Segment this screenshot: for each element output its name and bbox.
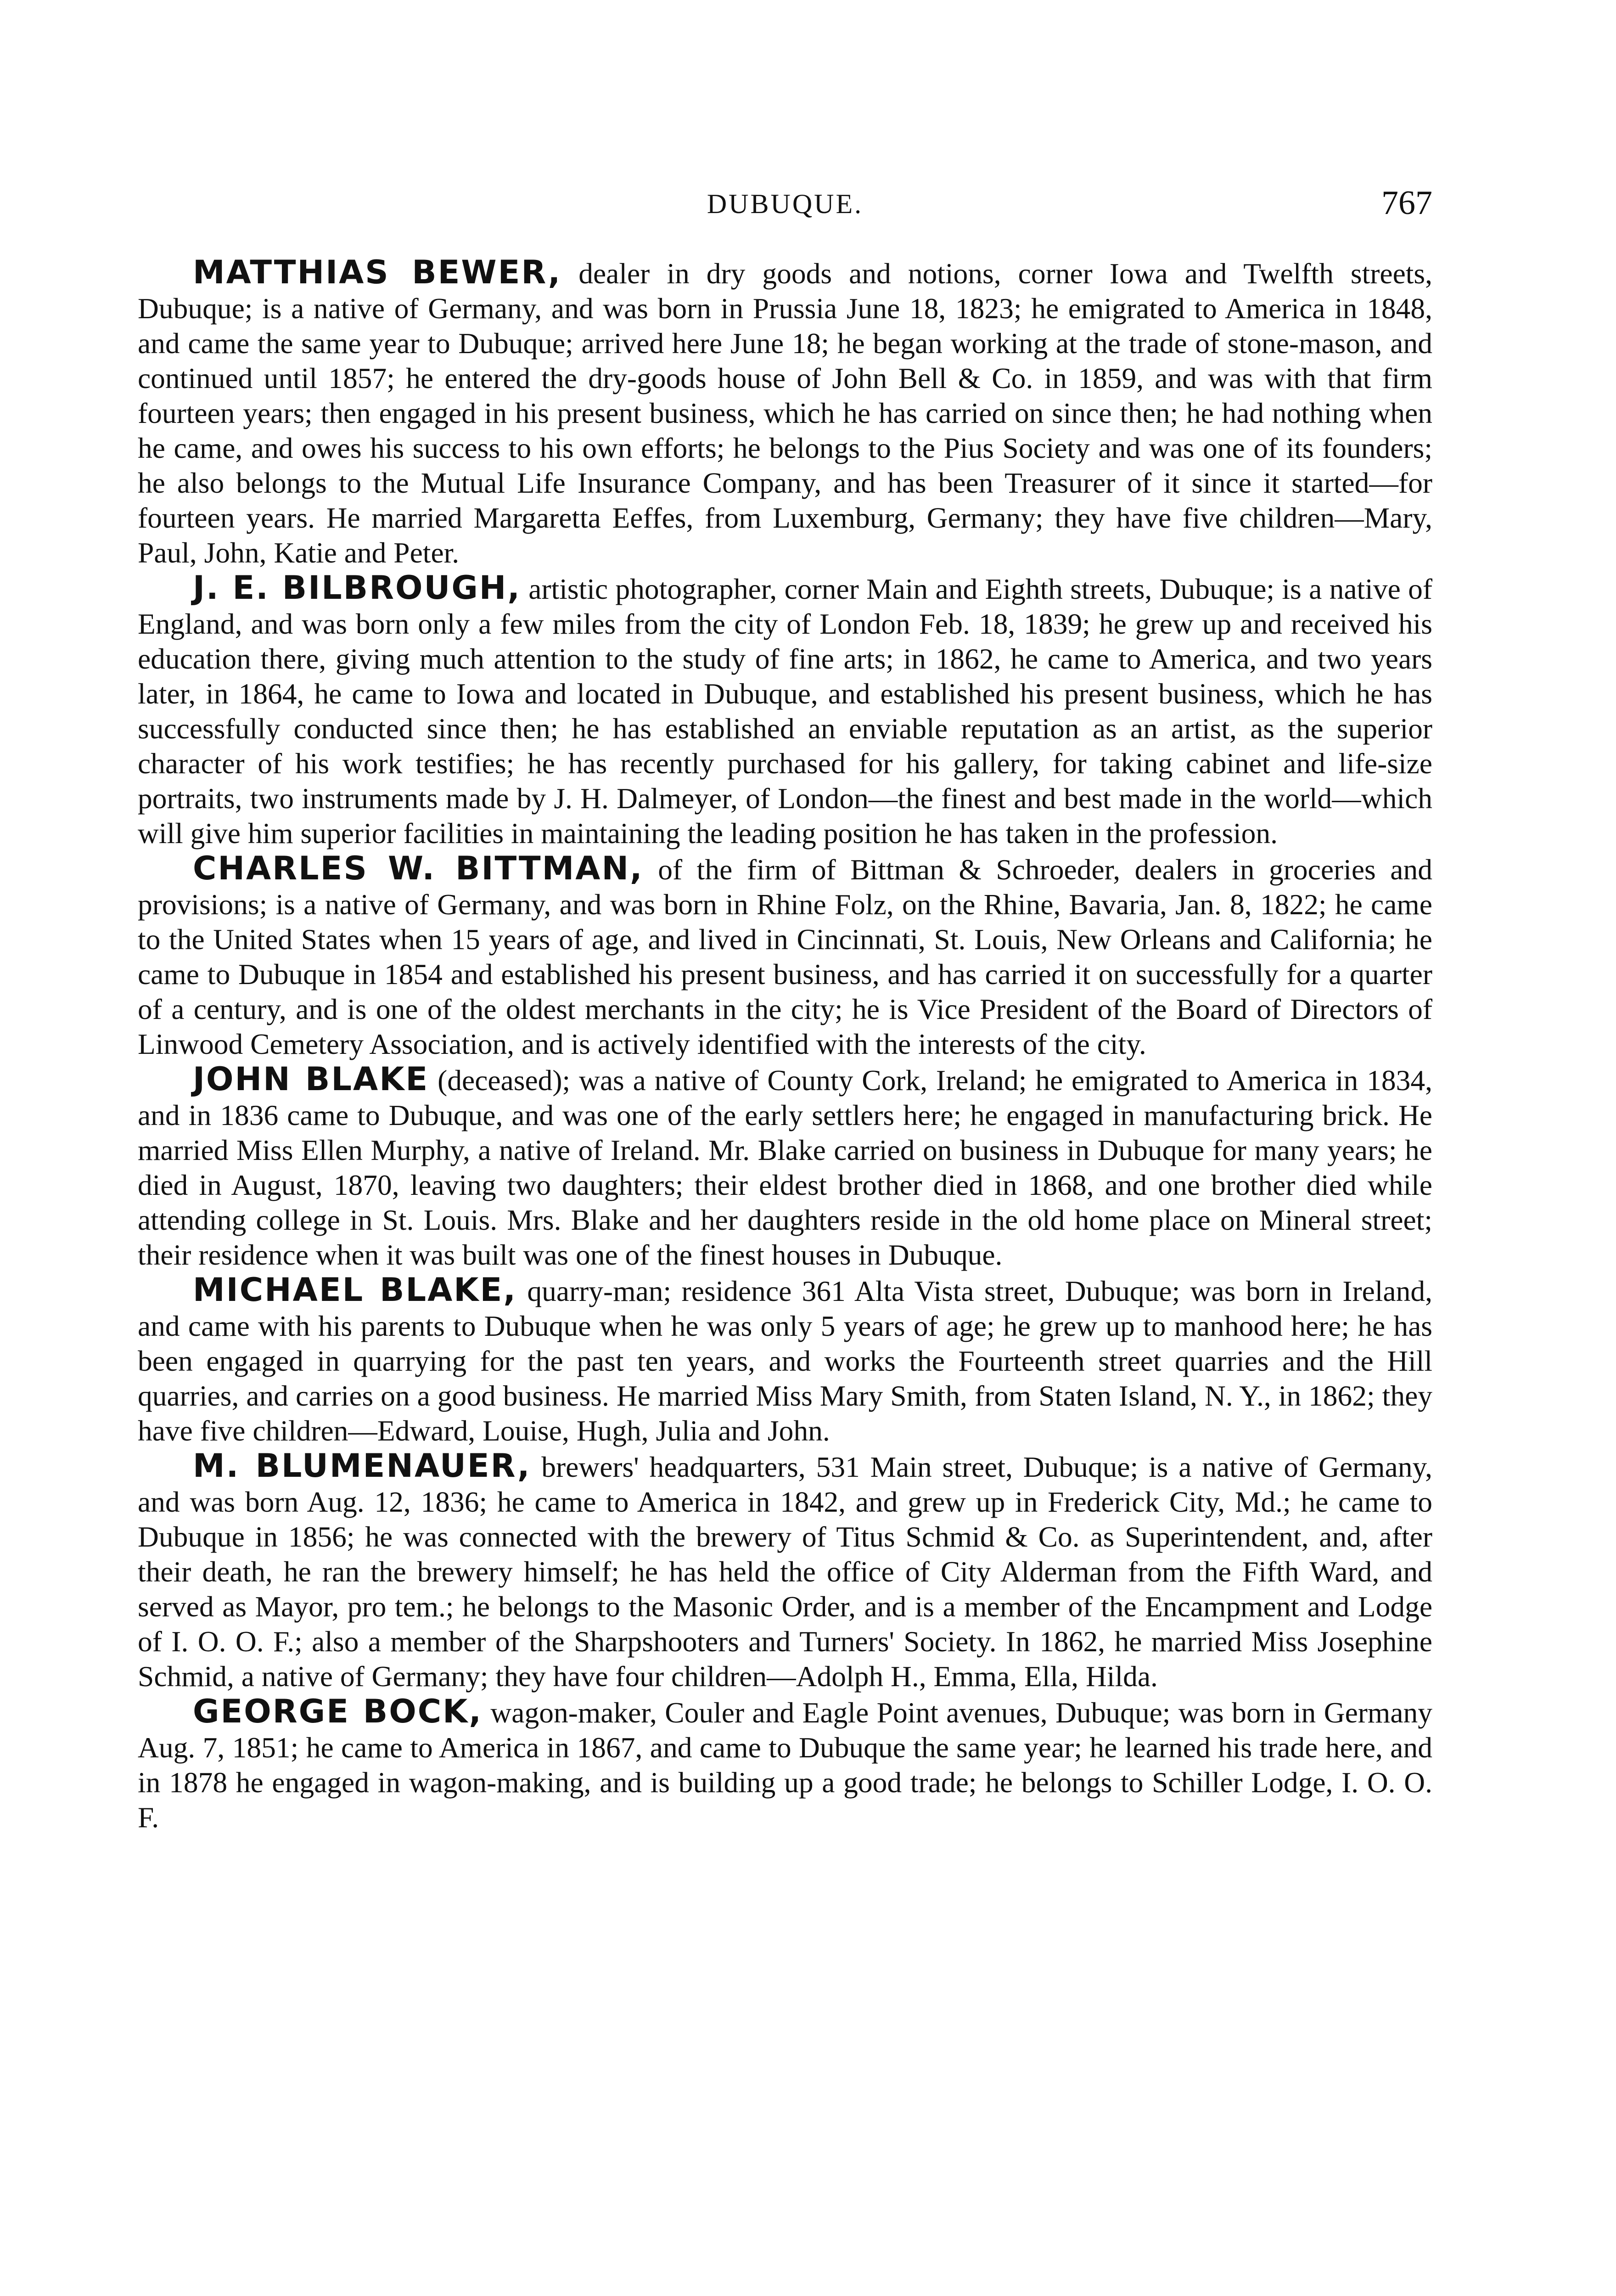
entry-text: brewers' headquarters, 531 Main street, Dubuque; is a native of Germany, and was born Aug. 12, 1836; he came to America in 1842, and grew up in Frederick City, Md.; he came to Dubuque in 1856; he was connected with the brewery of Titus Schmid & Co. as Superintendent, and, after their death, he ran the brewery himself; he has held the office of City Alderman from the Fifth Ward, and served as Mayor, pro tem.; he belongs to the Masonic Order, and is a member of the Encampment and Lodge of I. O. O. F.; also a member of the Sharpshooters and Turners' Society. In 1862, he married Miss Josephine Schmid, a native of Germany; they have four children—Adolph H., Emma, Ella, Hilda. (138, 1451, 1432, 1693)
entry-text: wagon-maker, Couler and Eagle Point avenues, Dubuque; was born in Germany Aug. 7, 1851; he came to America in 1867, and came to Dubuque the same year; he learned his trade here, and in 1878 he engaged in wagon-making, and is building up a good trade; he belongs to Schiller Lodge, I. O. O. F. (138, 1696, 1432, 1834)
entry-charles-w-bittman (138, 851, 1432, 1062)
entry-name: MICHAEL BLAKE, (193, 1271, 517, 1309)
entry-text: quarry-man; residence 361 Alta Vista street, Dubuque; was born in Ireland, and came with his parents to Dubuque when he was only 5 years of age; he grew up to manhood here; he has been engaged in quarrying for the past ten years, and works the Fourteenth street quarries and the Hill quarries, and carries on a good business. He married Miss Mary Smith, from Staten Island, N. Y., in 1862; they have five children—Edward, Louise, Hugh, Julia and John. (138, 1275, 1432, 1447)
entry-m-blumenauer (138, 1448, 1432, 1694)
entry-name: CHARLES W. BITTMAN, (193, 850, 644, 887)
page-number: 767 (1381, 184, 1432, 222)
entry-text: (deceased); was a native of County Cork, Ireland; he emigrated to America in 1834, and in 1836 came to Dubuque, and was one of the early settlers here; he engaged in manufacturing brick. He married Miss Ellen Murphy, a native of Ireland. Mr. Blake carried on business in Dubuque for many years; he died in August, 1870, leaving two daughters; their eldest brother died in 1868, and one brother died while attending college in St. Louis. Mrs. Blake and her daughters reside in the old home place on Mineral street; their residence when it was built was one of the finest houses in Dubuque. (138, 1064, 1432, 1271)
entry-text: of the firm of Bittman & Schroeder, dealers in groceries and provisions; is a native of Germany, and was born in Rhine Folz, on the Rhine, Bavaria, Jan. 8, 1822; he came to the United States when 15 years of age, and lived in Cincinnati, St. Louis, New Orleans and California; he came to Dubuque in 1854 and established his present business, and has carried it on successfully for a quarter of a century, and is one of the oldest merchants in the city; he is Vice President of the Board of Directors of Linwood Cemetery Association, and is actively identified with the interests of the city. (138, 853, 1432, 1060)
running-title: DUBUQUE. (707, 189, 864, 219)
entry-john-blake (138, 1062, 1432, 1272)
entry-michael-blake (138, 1272, 1432, 1448)
entry-text: artistic photographer, corner Main and Eighth streets, Dubuque; is a native of England, and was born only a few miles from the city of London Feb. 18, 1839; he grew up and received his education there, giving much attention to the study of fine arts; in 1862, he came to America, and two years later, in 1864, he came to Iowa and located in Dubuque, and established his present business, which he has successfully conducted since then; he has established an enviable reputation as an artist, as the superior character of his work testifies; he has recently purchased for his gallery, for taking cabinet and life-size portraits, two instruments made by J. H. Dalmeyer, of London—the finest and best made in the world—which will give him superior facilities in maintaining the leading position he has taken in the profession. (138, 573, 1432, 850)
entry-name: M. BLUMENAUER, (193, 1447, 531, 1485)
running-head (138, 184, 1432, 234)
entry-name: MATTHIAS BEWER, (193, 253, 562, 291)
entry-text: dealer in dry goods and notions, corner Iowa and Twelfth streets, Dubuque; is a native of Germany, and was born in Prussia June 18, 1823; he emigrated to America in 1848, and came the same year to Dubuque; arrived here June 18; he began working at the trade of stone-mason, and continued until 1857; he entered the dry-goods house of John Bell & Co. in 1859, and was with that firm fourteen years; then engaged in his present business, which he has carried on since then; he had nothing when he came, and owes his success to his own efforts; he belongs to the Pius Society and was one of its founders; he also belongs to the Mutual Life Insurance Company, and has been Treasurer of it since it started—for fourteen years. He married Margaretta Eeffes, from Luxemburg, Germany; they have five children—Mary, Paul, John, Katie and Peter. (138, 257, 1432, 569)
entry-name: J. E. BILBROUGH, (193, 569, 521, 607)
entry-j-e-bilbrough (138, 570, 1432, 851)
entry-george-bock (138, 1694, 1432, 1835)
page-body (138, 255, 1432, 1835)
entry-name: GEORGE BOCK, (193, 1693, 483, 1730)
entry-name: JOHN BLAKE (193, 1060, 429, 1098)
entry-matthias-bewer (138, 255, 1432, 570)
